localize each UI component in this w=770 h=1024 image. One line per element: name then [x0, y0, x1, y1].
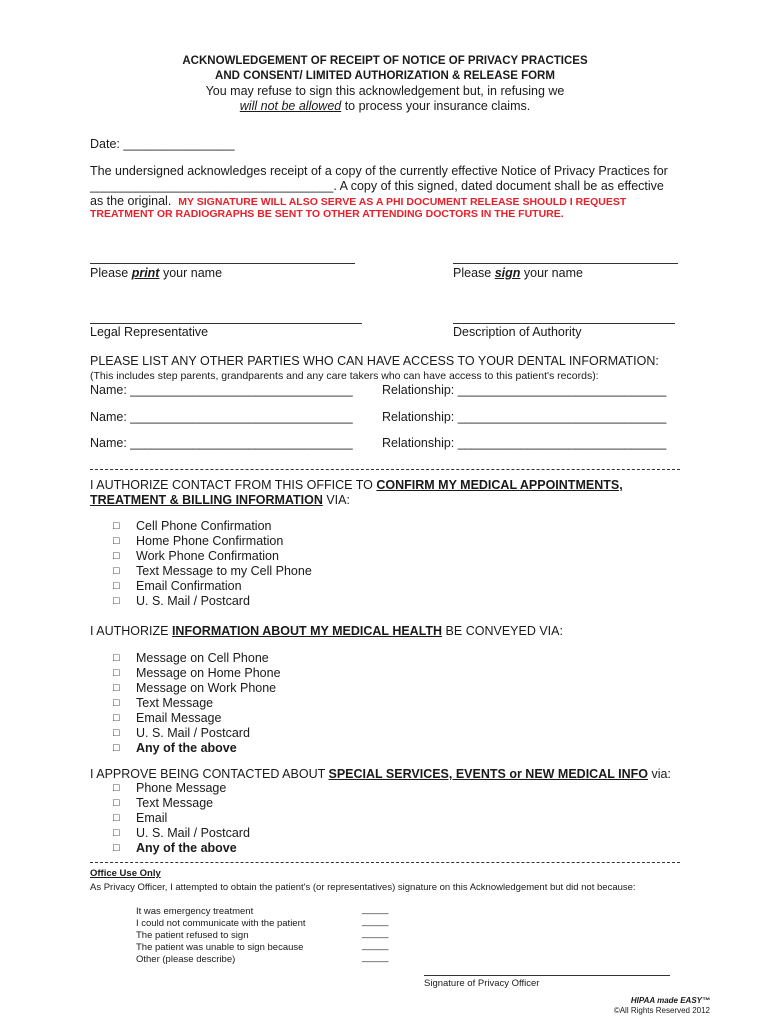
office-reason-blank[interactable]: _____ — [362, 940, 389, 951]
party-relationship-field-1[interactable]: Relationship: ______________________________ — [382, 383, 667, 397]
contact-emph2: TREATMENT & BILLING INFORMATION — [90, 493, 323, 507]
refuse-rest: to process your insurance claims. — [341, 99, 531, 113]
office-use-heading: Office Use Only — [90, 868, 161, 879]
sign-emph: sign — [494, 266, 521, 280]
party-relationship-field-2[interactable]: Relationship: ______________________________ — [382, 410, 667, 424]
contact-option-label: Cell Phone Confirmation — [136, 519, 272, 533]
contact-heading-line2 — [90, 493, 350, 507]
parties-note: (This includes step parents, grandparents and any care takers who can have access to this patient's records): — [90, 370, 599, 382]
office-reason-blank[interactable]: _____ — [362, 952, 389, 963]
refuse-note-line1: You may refuse to sign this acknowledgement but, in refusing we — [205, 84, 565, 98]
contact-pre: I AUTHORIZE CONTACT FROM THIS OFFICE TO — [90, 478, 377, 492]
contact-checkbox[interactable]: □ — [113, 580, 120, 592]
office-reason: The patient was unable to sign because — [136, 942, 304, 953]
health-checkbox[interactable]: □ — [113, 712, 120, 724]
special-option-label: Any of the above — [136, 841, 237, 855]
special-option-label: U. S. Mail / Postcard — [136, 826, 250, 840]
footer-rights: ©All Rights Reserved 2012 — [613, 1006, 710, 1015]
office-use-intro: As Privacy Officer, I attempted to obtain the patient's (or representatives) signature on this Acknowledgement but did not because: — [90, 882, 636, 893]
special-post: via: — [647, 767, 671, 781]
office-reason-blank[interactable]: _____ — [362, 928, 389, 939]
contact-checkbox[interactable]: □ — [113, 565, 120, 577]
officer-signature-label: Signature of Privacy Officer — [424, 978, 540, 989]
health-checkbox[interactable]: □ — [113, 652, 120, 664]
ack-line1: The undersigned acknowledges receipt of a copy of the currently effective Notice of Privacy Practices for — [90, 164, 668, 178]
form-title-line1: ACKNOWLEDGEMENT OF RECEIPT OF NOTICE OF PRIVACY PRACTICES — [182, 55, 588, 67]
health-post: BE CONVEYED VIA: — [442, 624, 563, 638]
office-reason: Other (please describe) — [136, 954, 236, 965]
print-name-label — [90, 266, 222, 280]
special-option-label: Email — [136, 811, 168, 825]
health-pre: I AUTHORIZE — [90, 624, 172, 638]
authority-label: Description of Authority — [453, 325, 582, 339]
contact-heading-line1 — [90, 478, 623, 492]
ack-line3 — [90, 194, 626, 208]
contact-checkbox[interactable]: □ — [113, 520, 120, 532]
special-emph: SPECIAL SERVICES, EVENTS or NEW MEDICAL INFO — [328, 767, 648, 781]
sign-name-line[interactable] — [453, 263, 678, 264]
refuse-emphasis: will not be allowed — [239, 99, 342, 113]
form-title-line2: AND CONSENT/ LIMITED AUTHORIZATION & RELEASE FORM — [215, 70, 555, 82]
footer-brand: HIPAA made EASY™ — [630, 996, 710, 1005]
parties-heading: PLEASE LIST ANY OTHER PARTIES WHO CAN HAVE ACCESS TO YOUR DENTAL INFORMATION: — [90, 354, 659, 368]
special-checkbox[interactable]: □ — [113, 812, 120, 824]
ack-line3-start: as the original. — [90, 194, 172, 208]
contact-option-label: Text Message to my Cell Phone — [136, 564, 312, 578]
contact-checkbox[interactable]: □ — [113, 535, 120, 547]
health-checkbox[interactable]: □ — [113, 682, 120, 694]
contact-option-label: Work Phone Confirmation — [136, 549, 279, 563]
contact-option-label: Home Phone Confirmation — [136, 534, 284, 548]
health-option-label: Email Message — [136, 711, 222, 725]
sign-post: your name — [520, 266, 583, 280]
health-checkbox[interactable]: □ — [113, 742, 120, 754]
sign-pre: Please — [453, 266, 495, 280]
special-checkbox[interactable]: □ — [113, 842, 120, 854]
office-reason: It was emergency treatment — [136, 906, 254, 917]
party-relationship-field-3[interactable]: Relationship: ______________________________ — [382, 436, 667, 450]
party-name-field-3[interactable]: Name: ________________________________ — [90, 436, 353, 450]
ack-line2: ___________________________________. A copy of this signed, dated document shall be as effective — [90, 179, 664, 193]
health-emph: INFORMATION ABOUT MY MEDICAL HEALTH — [171, 624, 443, 638]
party-name-field-2[interactable]: Name: ________________________________ — [90, 410, 353, 424]
legal-rep-label: Legal Representative — [90, 325, 209, 339]
special-option-label: Phone Message — [136, 781, 227, 795]
health-checkbox[interactable]: □ — [113, 667, 120, 679]
special-checkbox[interactable]: □ — [113, 827, 120, 839]
date-field[interactable]: Date: ________________ — [90, 137, 235, 151]
health-checkbox[interactable]: □ — [113, 697, 120, 709]
health-option-label: Any of the above — [136, 741, 237, 755]
refuse-note-line2 — [0, 99, 770, 113]
section-divider-2 — [90, 862, 680, 863]
authority-line[interactable] — [453, 323, 675, 324]
office-reason: I could not communicate with the patient — [136, 918, 306, 929]
health-heading — [90, 624, 563, 638]
special-checkbox[interactable]: □ — [113, 797, 120, 809]
health-checkbox[interactable]: □ — [113, 727, 120, 739]
phi-warning-part2: TREATMENT OR RADIOGRAPHS BE SENT TO OTHER ATTENDING DOCTORS IN THE FUTURE. — [90, 208, 564, 220]
print-pre: Please — [90, 266, 132, 280]
print-post: your name — [159, 266, 223, 280]
health-option-label: Text Message — [136, 696, 214, 710]
print-emph: print — [131, 266, 160, 280]
party-name-field-1[interactable]: Name: ________________________________ — [90, 383, 353, 397]
special-heading — [90, 767, 671, 781]
office-reason-blank[interactable]: _____ — [362, 904, 389, 915]
health-option-label: Message on Cell Phone — [136, 651, 269, 665]
health-option-label: Message on Home Phone — [136, 666, 281, 680]
health-option-label: Message on Work Phone — [136, 681, 277, 695]
contact-checkbox[interactable]: □ — [113, 550, 120, 562]
contact-option-label: U. S. Mail / Postcard — [136, 594, 250, 608]
officer-signature-line[interactable] — [424, 975, 670, 976]
health-option-label: U. S. Mail / Postcard — [136, 726, 250, 740]
section-divider-1 — [90, 469, 680, 470]
legal-rep-line[interactable] — [90, 323, 362, 324]
special-checkbox[interactable]: □ — [113, 782, 120, 794]
contact-post: VIA: — [322, 493, 350, 507]
office-reason: The patient refused to sign — [136, 930, 249, 941]
contact-checkbox[interactable]: □ — [113, 595, 120, 607]
contact-option-label: Email Confirmation — [136, 579, 242, 593]
print-name-line[interactable] — [90, 263, 355, 264]
contact-emph1: CONFIRM MY MEDICAL APPOINTMENTS, — [376, 478, 623, 492]
phi-warning-part1: MY SIGNATURE WILL ALSO SERVE AS A PHI DOCUMENT RELEASE SHOULD I REQUEST — [178, 196, 627, 208]
office-reason-blank[interactable]: _____ — [362, 916, 389, 927]
special-pre: I APPROVE BEING CONTACTED ABOUT — [90, 767, 329, 781]
sign-name-label — [453, 266, 583, 280]
special-option-label: Text Message — [136, 796, 214, 810]
